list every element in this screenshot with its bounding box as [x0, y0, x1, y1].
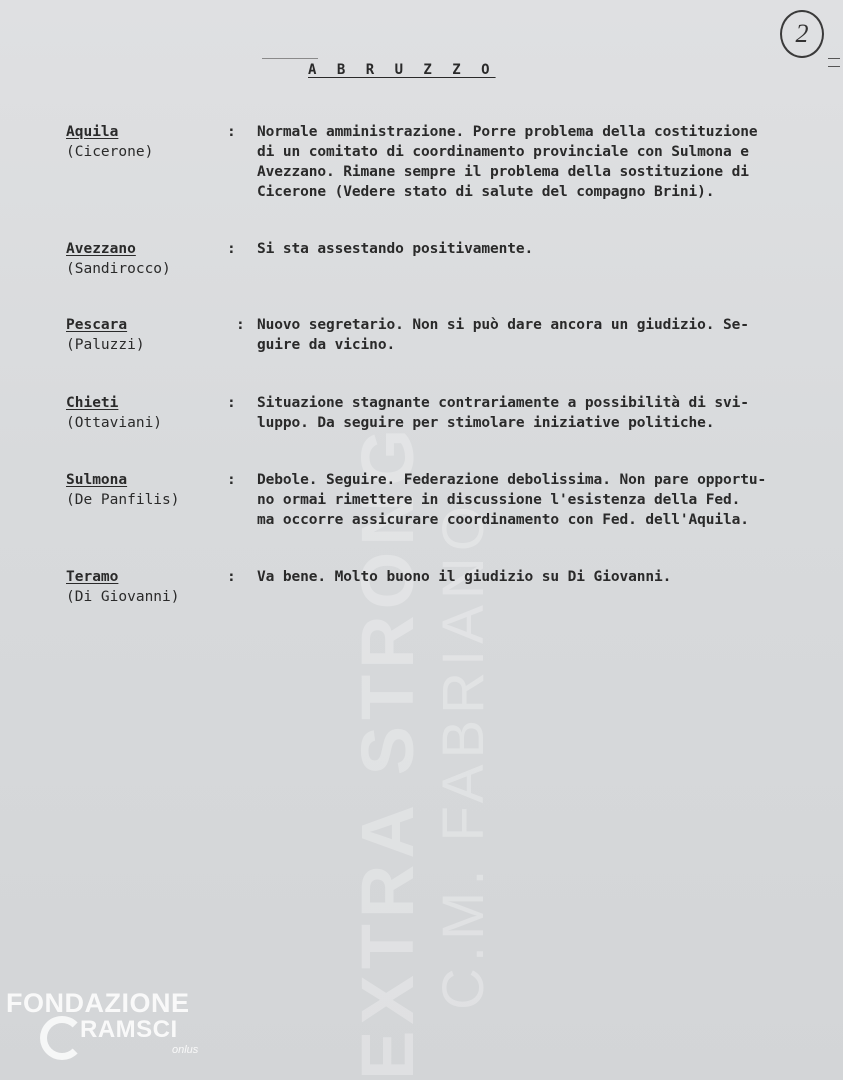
entry-place: Pescara — [66, 317, 128, 333]
title-rule — [262, 58, 318, 59]
entry-sulmona — [66, 470, 836, 532]
entry-pescara — [66, 315, 836, 357]
entry-colon: : — [227, 241, 236, 257]
entry-place: Aquila — [66, 124, 119, 140]
entry-place: Teramo — [66, 569, 119, 585]
fondazione-gramsci-logo — [6, 988, 216, 1068]
logo-line-1: FONDAZIONE — [6, 988, 190, 1018]
entry-colon: : — [227, 472, 236, 488]
entry-note: Va bene. Molto buono il giudizio su Di Giovanni. — [257, 569, 672, 585]
entry-note: Debole. Seguire. Federazione debolissima. Non pare opportu- no ormai rimettere in discussione l'esistenza della Fed. ma occorre assicurare coordinamento con Fed. dell'Aquila. — [257, 472, 767, 528]
entry-note: Nuovo segretario. Non si può dare ancora un giudizio. Se- guire da vicino. — [257, 317, 749, 353]
entry-place: Chieti — [66, 395, 119, 411]
entry-secretary: (De Panfilis) — [66, 492, 180, 508]
logo-line-2: RAMSCI — [80, 1016, 178, 1043]
entry-teramo — [66, 567, 836, 609]
entry-note: Situazione stagnante contrariamente a possibilità di svi- luppo. Da seguire per stimolare iniziative politiche. — [257, 395, 749, 431]
entry-secretary: (Sandirocco) — [66, 261, 171, 277]
entry-secretary: (Di Giovanni) — [66, 589, 180, 605]
entry-avezzano — [66, 239, 836, 281]
entry-secretary: (Paluzzi) — [66, 337, 145, 353]
entry-chieti — [66, 393, 836, 435]
paper-watermark-mill: C.M. FABRIANO — [431, 500, 496, 1010]
entry-colon: : — [227, 395, 236, 411]
entry-place: Sulmona — [66, 472, 128, 488]
margin-mark — [828, 66, 840, 67]
paper-watermark: EXTRA STRONG — [346, 422, 429, 1080]
entry-colon: : — [227, 124, 236, 140]
entry-aquila — [66, 122, 836, 206]
page-title: A B R U Z Z O — [308, 62, 496, 78]
entry-colon: : — [236, 317, 245, 333]
logo-line-3: onlus — [172, 1044, 199, 1056]
entry-note: Normale amministrazione. Porre problema della costituzione di un comitato di coordinamento provinciale con Sulmona e Avezzano. Rimane sempre il problema della sostituzione di Cicerone (Vedere stato di salute del compagno Brini). — [257, 124, 758, 200]
page-number: 2 — [780, 10, 824, 58]
logo-g-mark-icon — [40, 1016, 84, 1060]
entry-place: Avezzano — [66, 241, 136, 257]
entry-secretary: (Cicerone) — [66, 144, 154, 160]
margin-mark — [828, 58, 840, 59]
entry-colon: : — [227, 569, 236, 585]
entry-secretary: (Ottaviani) — [66, 415, 163, 431]
entry-note: Si sta assestando positivamente. — [257, 241, 534, 257]
